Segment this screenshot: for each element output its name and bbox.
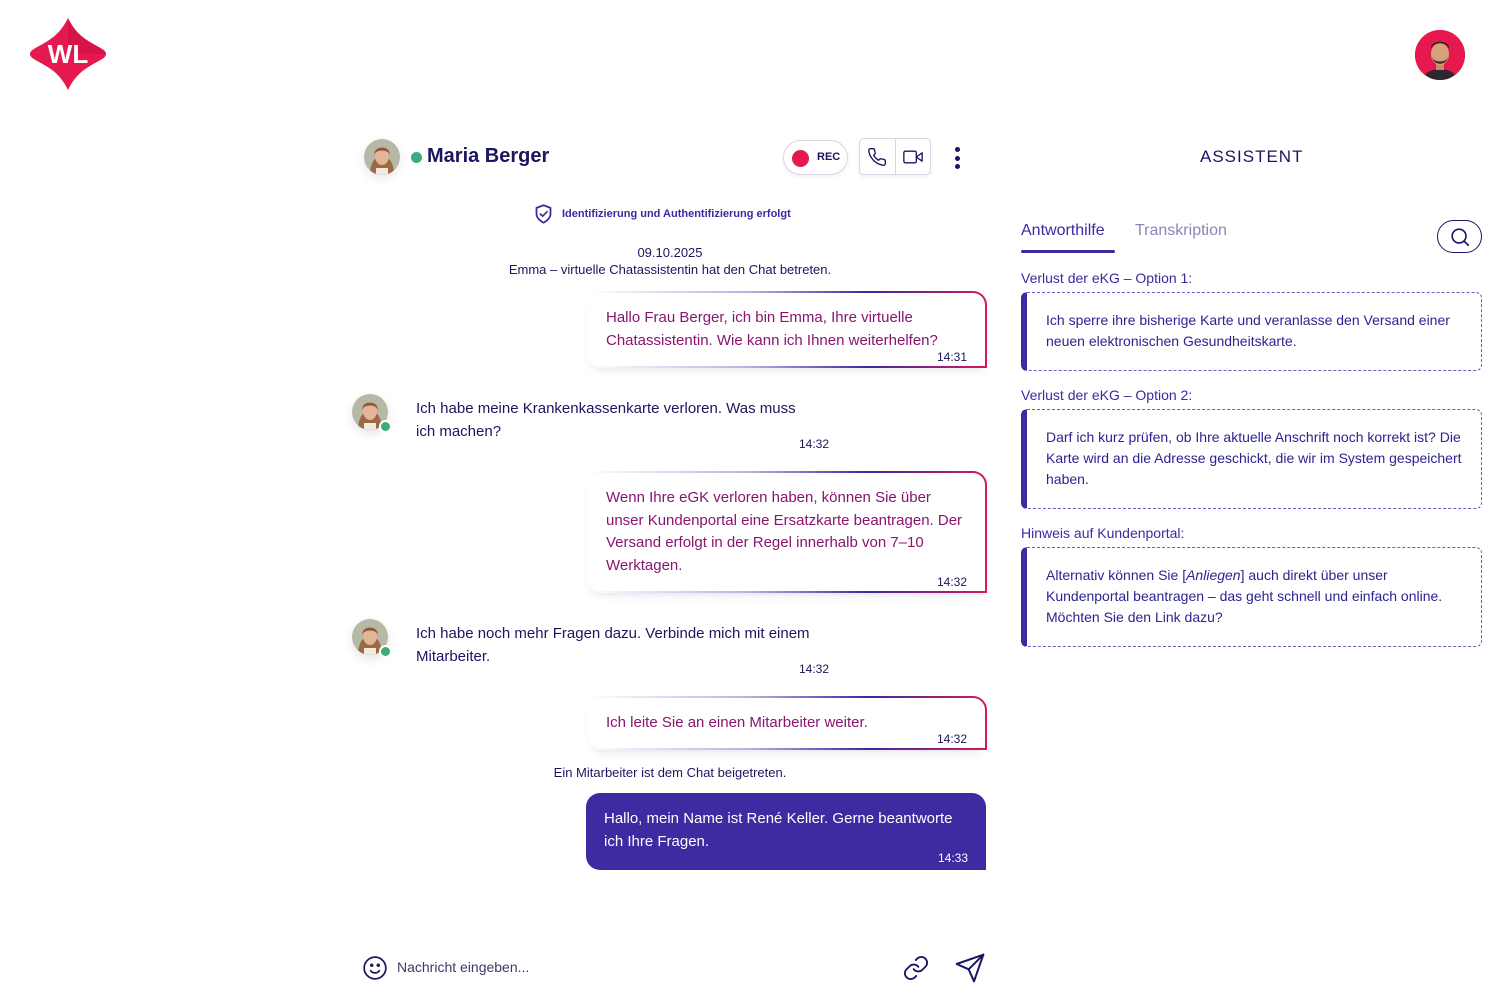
message-text: Hallo, mein Name ist René Keller. Gerne beantworte ich Ihre Fragen.	[604, 810, 953, 850]
call-button-group	[859, 138, 931, 175]
online-status-indicator	[411, 152, 422, 163]
suggestion-label: Hinweis auf Kundenportal:	[1021, 525, 1185, 541]
shield-check-icon	[533, 203, 554, 225]
tab-transkription[interactable]: Transkription	[1135, 222, 1227, 239]
customer-message	[352, 394, 830, 456]
bot-message	[587, 696, 987, 750]
assistant-title: ASSISTENT	[1200, 147, 1304, 166]
send-paper-plane-icon	[954, 952, 986, 984]
customer-avatar	[352, 394, 388, 430]
record-label: REC	[817, 151, 841, 163]
record-dot-icon	[792, 150, 809, 167]
message-text: Hallo Frau Berger, ich bin Emma, Ihre virtuelle Chatassistentin. Wie kann ich Ihnen weiterhelfen?	[606, 309, 938, 349]
suggestion-text	[1046, 565, 1463, 628]
chat-date: 09.10.2025	[637, 245, 703, 260]
video-camera-icon	[902, 147, 924, 167]
agent-profile-avatar[interactable]	[1415, 30, 1465, 80]
emoji-button[interactable]	[362, 955, 388, 986]
search-icon	[1449, 226, 1471, 248]
assistant-search-button[interactable]	[1437, 220, 1482, 253]
active-tab-indicator	[1021, 250, 1115, 253]
agent-message	[586, 793, 986, 870]
message-text: Wenn Ihre eGK verloren haben, können Sie über unser Kundenportal eine Ersatzkarte beantragen. Der Versand erfolgt in der Regel innerhalb von 7–10 Werktagen.	[606, 489, 963, 574]
contact-name: Maria Berger	[427, 145, 550, 167]
smiley-icon	[362, 955, 388, 981]
online-status-indicator	[379, 420, 392, 433]
video-call-button[interactable]	[895, 139, 930, 174]
suggestion-text: Darf ich kurz prüfen, ob Ihre aktuelle Anschrift noch korrekt ist? Die Karte wird an die Adresse geschickt, die wir im System gespeichert haben.	[1046, 429, 1462, 487]
message-time: 14:32	[799, 662, 830, 676]
suggestion-text-part: Alternativ können Sie [	[1046, 567, 1187, 583]
suggestion-card[interactable]	[1021, 547, 1482, 647]
bot-message	[587, 291, 987, 368]
message-time: 14:32	[936, 732, 967, 746]
more-dot-icon	[955, 156, 960, 161]
message-time: 14:32	[936, 575, 967, 589]
suggestion-card[interactable]	[1021, 409, 1482, 509]
contact-avatar	[364, 139, 400, 175]
message-text: Ich leite Sie an einen Mitarbeiter weiter.	[606, 714, 868, 731]
chat-header	[352, 130, 992, 186]
paperclip-icon	[902, 954, 930, 982]
verification-status	[533, 203, 791, 225]
verification-text: Identifizierung und Authentifizierung erfolgt	[562, 208, 791, 220]
message-time: 14:32	[799, 437, 830, 451]
message-text: Ich habe meine Krankenkassenkarte verloren. Was muss ich machen?	[416, 400, 796, 440]
message-composer	[352, 946, 992, 990]
suggestion-text: Ich sperre ihre bisherige Karte und veranlasse den Versand einer neuen elektronischen Gesundheitskarte.	[1046, 312, 1450, 349]
more-options-button[interactable]	[950, 144, 964, 172]
suggestion-label: Verlust der eKG – Option 2:	[1021, 387, 1193, 403]
customer-message	[352, 619, 830, 681]
bot-message	[587, 471, 987, 593]
send-button[interactable]	[954, 952, 986, 989]
phone-icon	[867, 147, 887, 167]
customer-avatar	[352, 619, 388, 655]
system-message: Ein Mitarbeiter ist dem Chat beigetreten.	[553, 765, 787, 780]
phone-call-button[interactable]	[860, 139, 895, 174]
svg-text:WL: WL	[47, 39, 89, 69]
message-input[interactable]: Nachricht eingeben...	[397, 959, 530, 975]
suggestion-text-part: ] auch direkt über unser Kundenportal beantragen – das geht schnell und einfach online. Möchten Sie den Link dazu?	[1046, 567, 1443, 625]
online-status-indicator	[379, 645, 392, 658]
suggestion-placeholder: Anliegen	[1186, 567, 1241, 583]
more-dot-icon	[955, 164, 960, 169]
more-dot-icon	[955, 147, 960, 152]
message-time: 14:31	[936, 350, 967, 364]
suggestion-label: Verlust der eKG – Option 1:	[1021, 270, 1193, 286]
message-time: 14:33	[937, 851, 968, 865]
tab-antworthilfe[interactable]: Antworthilfe	[1021, 222, 1105, 239]
system-message: Emma – virtuelle Chatassistentin hat den Chat betreten.	[508, 262, 832, 277]
message-text: Ich habe noch mehr Fragen dazu. Verbinde mich mit einem Mitarbeiter.	[416, 625, 810, 665]
brand-logo	[30, 16, 106, 92]
suggestion-card[interactable]	[1021, 292, 1482, 371]
record-button[interactable]	[783, 140, 848, 175]
attach-button[interactable]	[902, 954, 930, 987]
